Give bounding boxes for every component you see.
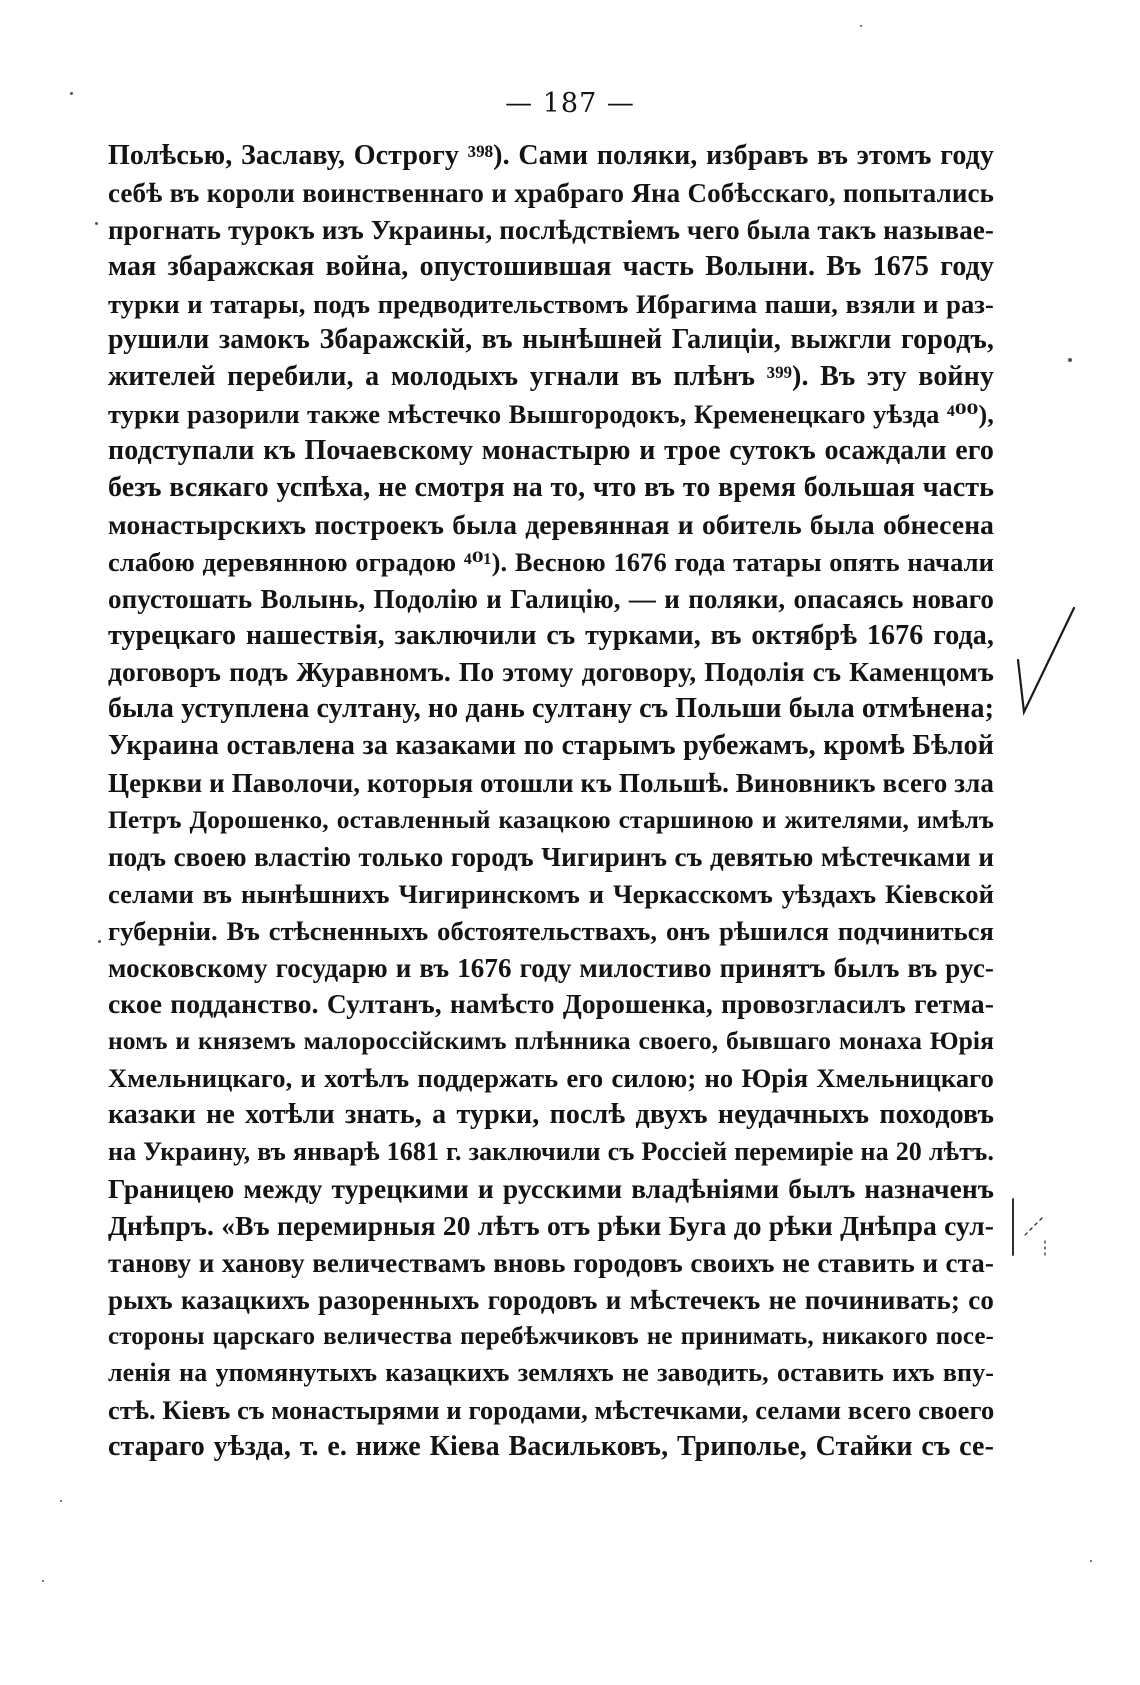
text-line-22: губерніи. Въ стѣсненныхъ обстоятельствахъ, онъ рѣшился подчиниться xyxy=(108,915,994,946)
text-line-26: Хмельницкаго, и хотѣлъ поддержать его силою; но Юрія Хмельницкаго xyxy=(108,1063,994,1094)
margin-bracket-mark xyxy=(1005,1195,1055,1285)
text-line-35: стѣ. Кіевъ съ монастырями и городами, мѣстечками, селами всего своего xyxy=(108,1395,995,1426)
text-line-18: Церкви и Паволочи, которыя отошли къ Польшѣ. Виновникъ всего зла xyxy=(108,768,994,799)
text-line-32: рыхъ казацкихъ разоренныхъ городовъ и мѣстечекъ не починивать; со xyxy=(108,1284,994,1315)
page-number: — 187 — xyxy=(505,88,635,119)
text-line-28: на Украину, въ январѣ 1681 г. заключили съ Россіей перемиріе на 20 лѣтъ. xyxy=(108,1137,994,1167)
text-line-17: Украина оставлена за казаками по старымъ рубежамъ, кромѣ Бѣлой xyxy=(108,730,994,762)
text-line-24: ское подданство. Султанъ, намѣсто Дорошенка, провозгласилъ гетма- xyxy=(108,988,994,1020)
text-line-23: московскому государю и въ 1676 году милостиво принятъ былъ въ рус- xyxy=(108,952,994,983)
margin-check-mark xyxy=(1010,600,1080,720)
scan-speck xyxy=(60,1500,62,1502)
text-line-7: жителей перебили, а молодыхъ угнали въ плѣнъ ³⁹⁹). Въ эту войну xyxy=(108,361,994,393)
body-text xyxy=(108,138,994,1466)
text-line-16: была уступлена султану, но дань султану съ Польши была отмѣнена; xyxy=(108,693,994,725)
text-line-33: стороны царскаго величества перебѣжчиковъ не принимать, никакого посе- xyxy=(108,1322,994,1350)
text-line-2: себѣ въ короли воинственнаго и храбраго Яна Собѣсскаго, попытались xyxy=(108,177,994,208)
text-line-27: казаки не хотѣли знать, а турки, послѣ двухъ неудачныхъ походовъ xyxy=(108,1099,994,1131)
text-line-20: подъ своею властію только городъ Чигиринъ съ девятью мѣстечками и xyxy=(108,841,994,872)
text-line-6: рушили замокъ Збаражскій, въ нынѣшней Галиціи, выжгли городъ, xyxy=(108,324,994,356)
scan-speck xyxy=(1068,358,1072,362)
text-line-4: мая збаражская война, опустошившая часть Волыни. Въ 1675 году xyxy=(108,250,994,282)
text-line-11: монастырскихъ построекъ была деревянная и обитель была обнесена xyxy=(108,508,994,540)
scan-speck xyxy=(42,1580,44,1582)
scan-speck xyxy=(95,222,98,225)
text-line-9: подступали къ Почаевскому монастырю и трое сутокъ осаждали его xyxy=(108,435,994,467)
text-line-8: турки разорили также мѣстечко Вышгородокъ, Кременецкаго уѣзда ⁴⁰⁰), xyxy=(108,399,994,430)
text-line-30: Днѣпръ. «Въ перемирныя 20 лѣтъ отъ рѣки Буга до рѣки Днѣпра сул- xyxy=(108,1209,994,1241)
text-line-5: турки и татары, подъ предводительствомъ Ибрагима паши, взяли и раз- xyxy=(108,288,994,319)
scan-speck xyxy=(1090,1560,1092,1562)
text-line-19: Петръ Дорошенко, оставленный казацкою старшиною и жителями, имѣлъ xyxy=(108,805,994,835)
text-line-21: селами въ нынѣшнихъ Чигиринскомъ и Черкасскомъ уѣздахъ Кіевской xyxy=(108,878,994,909)
text-line-36: стараго уѣзда, т. е. ниже Кіева Васильковъ, Триполье, Стайки съ се- xyxy=(108,1431,994,1463)
scan-speck xyxy=(70,92,73,95)
text-line-14: турецкаго нашествія, заключили съ турками, въ октябрѣ 1676 года, xyxy=(108,619,994,651)
text-line-10: безъ всякаго успѣха, не смотря на то, что въ то время большая часть xyxy=(108,472,994,504)
text-line-15: договоръ подъ Журавномъ. По этому договору, Подолія съ Каменцомъ xyxy=(108,656,994,688)
text-line-1: Полѣсью, Заславу, Острогу ³⁹⁸). Сами поляки, избравъ въ этомъ году xyxy=(108,140,994,171)
text-line-25: номъ и княземъ малороссійскимъ плѣнника своего, бывшаго монаха Юрія xyxy=(108,1026,994,1056)
text-line-29: Границею между турецкими и русскими владѣніями былъ назначенъ xyxy=(108,1172,994,1204)
text-line-12: слабою деревянною оградою ⁴⁰¹). Весною 1676 года татары опять начали xyxy=(108,546,994,577)
text-line-31: танову и ханову величествамъ вновь городовъ своихъ не ставить и ста- xyxy=(108,1247,994,1278)
text-line-13: опустошать Волынь, Подолію и Галицію, — и поляки, опасаясь новаго xyxy=(108,583,994,614)
text-line-34: ленія на упомянутыхъ казацкихъ земляхъ не заводить, оставить ихъ впу- xyxy=(108,1358,994,1388)
scan-speck xyxy=(860,25,862,27)
text-line-3: прогнать турокъ изъ Украины, послѣдствіемъ чего была такъ называе- xyxy=(108,214,994,245)
scan-speck xyxy=(98,940,101,943)
